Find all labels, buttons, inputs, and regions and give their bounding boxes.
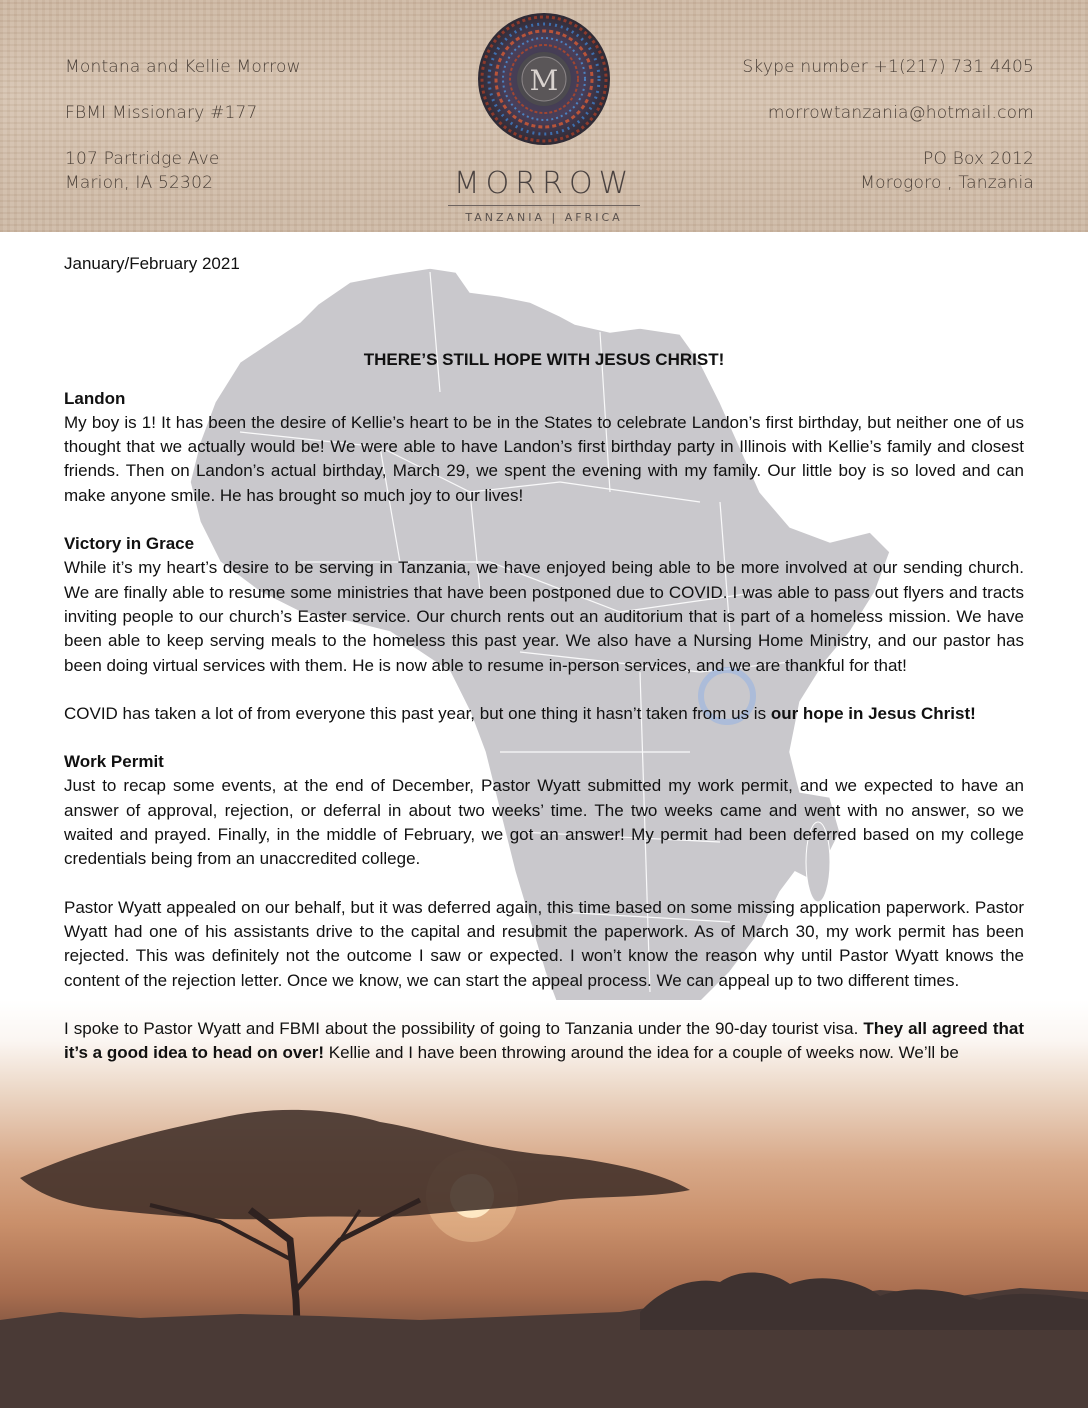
sender-info <box>65 55 301 195</box>
paragraph-permit-2: Pastor Wyatt appealed on our behalf, but it was deferred again, this time based on some missing application paperwork. Pastor Wyatt had one of his assistants drive to the capital and resubmit the paperwork. As of March 30, my work permit has been rejected. This was definitely not the outcome I saw or expected. I won’t know the reason why until Pastor Wyatt knows the content of the rejection letter. Once we know, we can start the appeal process. We can appeal up to two different times. <box>64 897 1024 990</box>
section-heading-permit: Work Permit <box>64 752 164 772</box>
emphasis-text: They all agreed that it’s a good idea to head on over! <box>64 1018 1024 1063</box>
paragraph-permit-3 <box>64 1017 1024 1066</box>
letter-date: January/February 2021 <box>64 254 240 273</box>
logo-wordmark: MORROW <box>453 166 635 201</box>
sender-names: Montana and Kellie Morrow <box>65 57 301 77</box>
po-box: PO Box 2012 <box>923 149 1034 169</box>
letterhead <box>0 0 1088 232</box>
city-country: Morogoro , Tanzania <box>860 173 1034 193</box>
paragraph-text: I spoke to Pastor Wyatt and FBMI about the possibility of going to Tanzania under the 90-day tourist visa. <box>64 1018 864 1038</box>
section-heading-landon: Landon <box>64 388 126 408</box>
letter-body <box>64 252 1024 1065</box>
paragraph-permit-1: Just to recap some events, at the end of December, Pastor Wyatt submitted my work permit, and we expected to have an answer of approval, rejection, or deferral in about two weeks’ time. The two weeks came and went with no answer, so we waited and prayed. Finally, in the middle of February, we got an answer! My permit had been deferred based on my college credentials being from an unaccredited college. <box>64 776 1024 869</box>
morrow-logo <box>432 8 656 228</box>
mandala-emblem-icon <box>432 8 656 158</box>
logo-divider <box>448 205 640 206</box>
email-address: morrowtanzania@hotmail.com <box>767 103 1034 123</box>
contact-info <box>742 55 1034 195</box>
emphasis-text: our hope in Jesus Christ! <box>770 703 976 723</box>
logo-subtitle: TANZANIA | AFRICA <box>465 211 623 224</box>
address-line-1: 107 Partridge Ave <box>65 149 220 169</box>
paragraph-landon: My boy is 1! It has been the desire of Kellie’s heart to be in the States to celebrate Landon’s first birthday, but neither one of us thought that we actually would be! We were able to have Landon’s first birthday party in Illinois with Kellie’s family and closest friends. Then on Landon’s actual birthday, March 29, we spent the evening with my family. Our little boy is so loved and can make anyone smile. He has brought so much joy to our lives! <box>64 412 1024 505</box>
paragraph-tail: Kellie and I have been throwing around the idea for a couple of weeks now. We’ll be <box>324 1043 959 1063</box>
section-heading-victory: Victory in Grace <box>64 534 195 554</box>
address-line-2: Marion, IA 52302 <box>65 173 214 193</box>
paragraph-text: COVID has taken a lot of from everyone this past year, but one thing it hasn’t taken from us is <box>64 703 771 723</box>
paragraph-victory-2 <box>64 702 1024 726</box>
missionary-number: FBMI Missionary #177 <box>65 103 258 123</box>
skype-number: Skype number +1(217) 731 4405 <box>742 57 1034 77</box>
paragraph-victory-1: While it’s my heart’s desire to be serving in Tanzania, we have enjoyed being able to be more involved at our sending church. We are finally able to resume some ministries that have been postponed due to COVID. I was able to pass out flyers and tracts inviting people to our church’s Easter service. Our church rents out an auditorium that is part of a homeless mission. We have been able to keep serving meals to the homeless this past year. We also have a Nursing Home Ministry, and our pastor has been doing virtual services with them. He is now able to resume in-person services, and we are thankful for that! <box>64 558 1024 675</box>
letter-title: THERE’S STILL HOPE WITH JESUS CHRIST! <box>363 350 725 370</box>
svg-text:M: M <box>529 64 559 97</box>
